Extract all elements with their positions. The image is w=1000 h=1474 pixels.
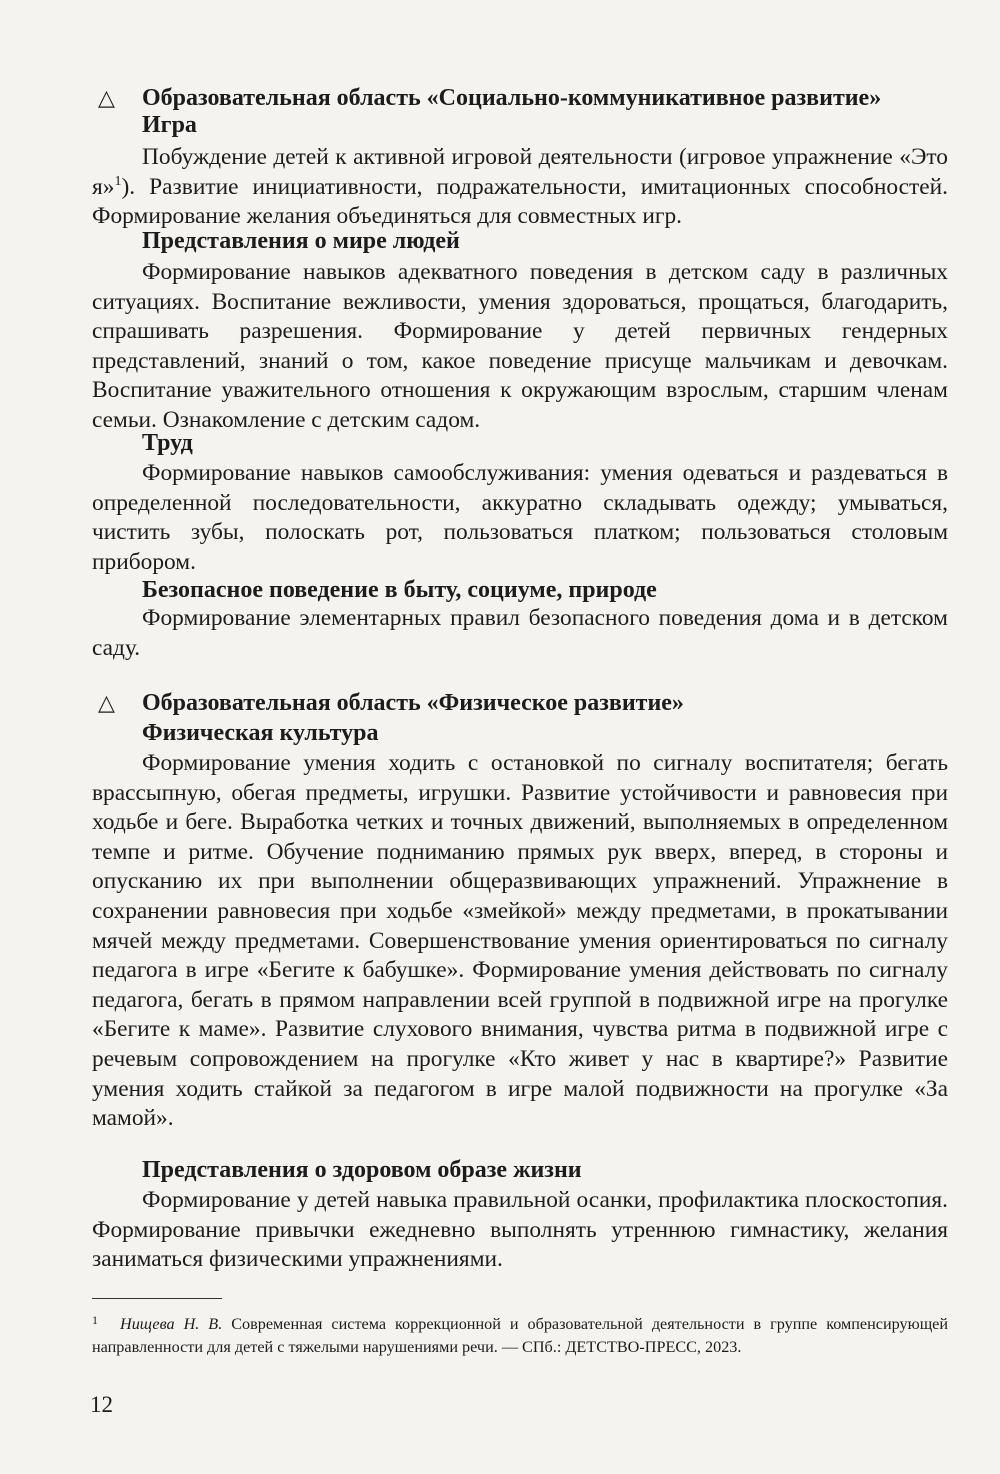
paragraph-game: Побуждение детей к активной игровой деятельности (игровое упражнение «Это я»$^1$). Развитие инициативности, подражательности, имитационных способностей. Формирование желания объединяться для совместных игр. [92, 144, 948, 230]
subheading-game: Игра [142, 112, 197, 138]
triangle-icon: △ [98, 690, 115, 715]
paragraph-labor: Формирование навыков самообслуживания: умения одеваться и раздеваться в определенной последовательности, аккуратно складывать одежду; умываться, чистить зубы, полоскать рот, пользоваться платком; пользоваться столовым прибором. [92, 460, 948, 575]
footnote-number: 1 [92, 1313, 98, 1327]
section-heading-social [98, 83, 958, 113]
subheading-healthy-lifestyle: Представления о здоровом образе жизни [142, 1157, 582, 1183]
subheading-labor: Труд [142, 430, 193, 456]
section-title: Образовательная область «Социально-коммуникативное развитие» [142, 85, 882, 111]
section-heading-physical [98, 688, 958, 718]
paragraph-safety: Формирование элементарных правил безопасного поведения дома и в детском саду. [92, 605, 948, 661]
subheading-people: Представления о мире людей [142, 228, 460, 254]
paragraph-healthy-lifestyle: Формирование у детей навыка правильной осанки, профилактика плоскостопия. Формирование привычки ежедневно выполнять утреннюю гимнастику, желания заниматься физическими упражнениями. [92, 1187, 948, 1273]
footnote-text: Современная система коррекционной и образовательной деятельности в группе компенсирующей направленности для детей с тяжелыми нарушениями речи. — СПб.: ДЕТСТВО-ПРЕСС, 2023. [92, 1315, 949, 1356]
footnote-ref: 1 [114, 173, 122, 189]
footnote [92, 1313, 948, 1359]
subheading-safety: Безопасное поведение в быту, социуме, природе [142, 577, 657, 603]
section-title: Образовательная область «Физическое развитие» [142, 690, 684, 716]
footnote-divider [92, 1298, 222, 1299]
triangle-icon: △ [98, 85, 115, 110]
page-number: 12 [90, 1392, 113, 1417]
paragraph-physical-culture: Формирование умения ходить с остановкой по сигналу воспитателя; бегать врассыпную, обегая предметы, игрушки. Развитие устойчивости и равновесия при ходьбе и беге. Выработка четких и точных движений, выполняемых в определенном темпе и ритме. Обучение подниманию прямых рук вверх, вперед, в стороны и опусканию их при выполнении общеразвивающих упражнений. Упражнение в сохранении равновесия при ходьбе «змейкой» между предметами, в прокатывании мячей между предметами. Совершенствование умения ориентироваться по сигналу педагога в игре «Бегите к бабушке». Формирование умения действовать по сигналу педагога, бегать в прямом направлении всей группой в подвижной игре на прогулке «Бегите к маме». Развитие слухового внимания, чувства ритма в подвижной игре с речевым сопровождением на прогулке «Кто живет у нас в квартире?» Развитие умения ходить стайкой за педагогом в игре малой подвижности на прогулке «За мамой». [92, 750, 948, 1132]
paragraph-people: Формирование навыков адекватного поведения в детском саду в различных ситуациях. Воспитание вежливости, умения здороваться, прощаться, благодарить, спрашивать разрешения. Формирование у детей первичных гендерных представлений, знаний о том, какое поведение присуще мальчикам и девочкам. Воспитание уважительного отношения к окружающим взрослым, старшим членам семьи. Ознакомление с детским садом. [92, 259, 948, 433]
footnote-author: Нищева Н. В. [120, 1315, 223, 1333]
subheading-physical-culture: Физическая культура [142, 720, 379, 746]
